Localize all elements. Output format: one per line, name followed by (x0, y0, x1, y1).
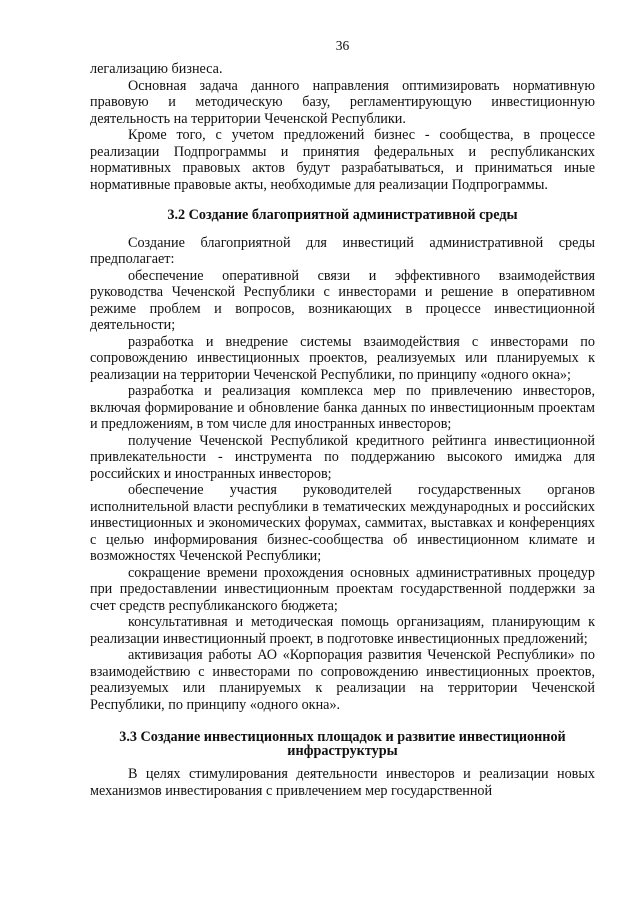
page-number: 36 (335, 38, 350, 53)
list-item: сокращение времени прохождения основных административных процедур при предоставлении инвестиционным проектам государственной поддержки за счет средств республиканского бюджета; (90, 564, 595, 614)
list-item: активизация работы АО «Корпорация развития Чеченской Республики» по взаимодействию с инвесторами по сопровождению инвестиционных проектов, реализуемых или планируемых к реализации на территории Чеченской Республики, по принципу «одного окна». (90, 647, 595, 713)
document-body (90, 61, 595, 799)
paragraph-stimulation: В целях стимулирования деятельности инвесторов и реализации новых механизмов инвестирования с привлечением мер государственной (90, 766, 595, 799)
list-item: консультативная и методическая помощь организациям, планирующим к реализации инвестиционный проект, в подготовке инвестиционных предложений; (90, 614, 595, 647)
list-item: обеспечение оперативной связи и эффективного взаимодействия руководства Чеченской Республики с инвесторами и решение в оперативном режиме проблем и вопросов, возникающих в процессе инвестиционной деятельности; (90, 267, 595, 333)
section-heading-3-3-line2: инфраструктуры (287, 743, 398, 759)
section-heading-3-2: 3.2 Создание благоприятной административной среды (167, 207, 518, 223)
paragraph-business-proposals: Кроме того, с учетом предложений бизнес - сообщества, в процессе реализации Подпрограммы и принятия федеральных и республиканских нормативных правовых актов будут разрабатываться, и приниматься иные нормативные правовые акты, необходимые для реализации Подпрограммы. (90, 127, 595, 193)
paragraph-intro: Создание благоприятной для инвестиций административной среды предполагает: (90, 234, 595, 267)
paragraph-main-task: Основная задача данного направления оптимизировать нормативную правовую и методическую базу, регламентирующую инвестиционную деятельность на территории Чеченской Республики. (90, 77, 595, 127)
section-heading-3-3 (90, 730, 595, 758)
paragraph-continued: легализацию бизнеса. (90, 61, 223, 77)
list-item: получение Чеченской Республикой кредитного рейтинга инвестиционной привлекательности - инструмента по поддержанию высокого имиджа для российских и иностранных инвесторов; (90, 432, 595, 482)
list-item: обеспечение участия руководителей государственных органов исполнительной власти республики в тематических международных и российских инвестиционных и экономических форумах, саммитах, выставках и конференциях с целью информирования бизнес-сообщества об инвестиционном климате и возможностях Чеченской Республики; (90, 482, 595, 564)
list-item: разработка и внедрение системы взаимодействия с инвесторами по сопровождению инвестиционных проектов, реализуемых или планируемых к реализации на территории Чеченской Республики, по принципу «одного окна»; (90, 333, 595, 383)
list-item: разработка и реализация комплекса мер по привлечению инвесторов, включая формирование и обновление банка данных по инвестиционным проектам и предложениям, в том числе для иностранных инвесторов; (90, 383, 595, 432)
section-heading-3-3-line1: 3.3 Создание инвестиционных площадок и развитие инвестиционной (119, 729, 566, 745)
